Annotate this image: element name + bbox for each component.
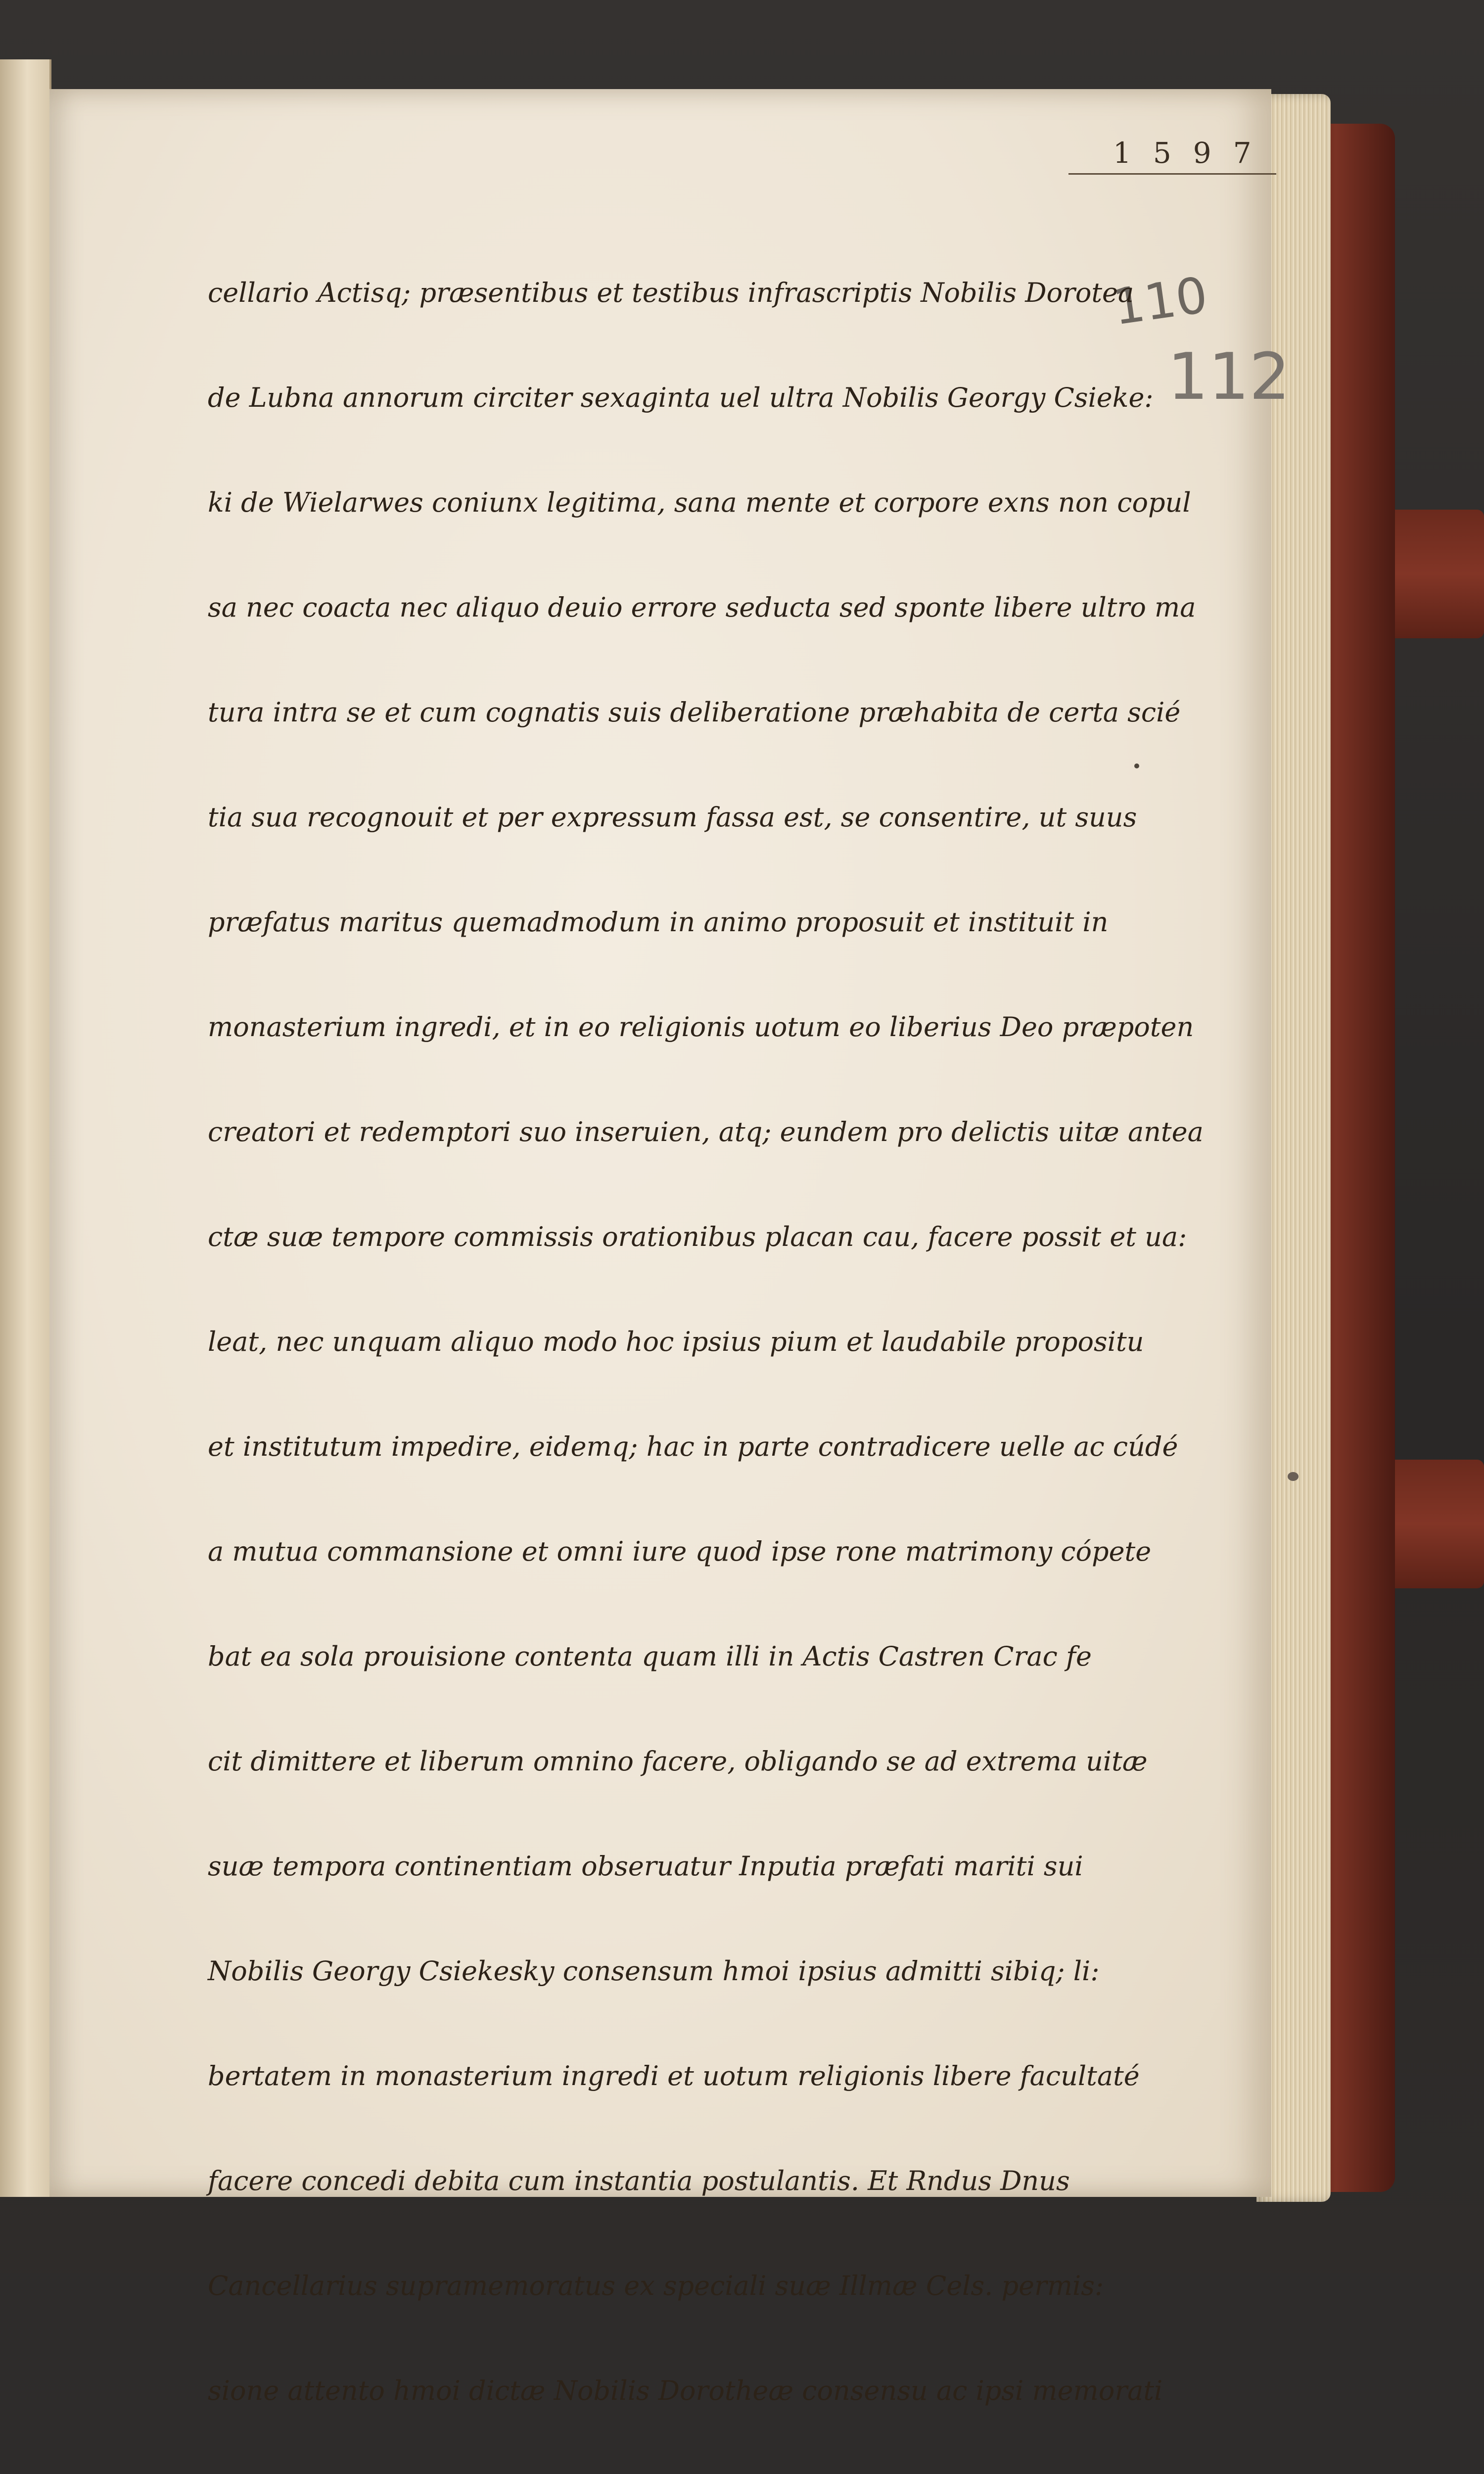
text-line: de Lubna annorum circiter sexaginta uel ultra Nobilis Georgy Csieke: [208, 382, 1154, 413]
text-line: leat, nec unquam aliquo modo hoc ipsius pium et laudabile propositu [208, 1326, 1144, 1357]
text-line: bertatem in monasterium ingredi et uotum religionis libere facultaté [208, 2060, 1140, 2092]
text-line: et institutum impedire, eidemq; hac in parte contradicere uelle ac cúdé [208, 1431, 1178, 1462]
text-line: sione attento hmoi dictæ Nobilis Dorotheæ consensu ac ipsi memorati [208, 2375, 1163, 2406]
left-page-edge [0, 59, 51, 2197]
clasp-strap-lower [1395, 1460, 1484, 1588]
text-line: ctæ suæ tempore commissis orationibus placan cau, facere possit et ua: [208, 1221, 1187, 1252]
text-line: creatori et redemptori suo inseruien, atq; eundem pro delictis uitæ antea [208, 1116, 1204, 1147]
text-line: suæ tempora continentiam obseruatur Inputia præfati mariti sui [208, 1851, 1083, 1882]
pencil-folio-new: 112 [1167, 339, 1291, 414]
text-line: bat ea sola prouisione contenta quam illi in Actis Castren Crac fe [208, 1641, 1092, 1672]
text-line: a mutua commansione et omni iure quod ipse rone matrimony cópete [208, 1536, 1152, 1567]
text-line: præfatus maritus quemadmodum in animo proposuit et instituit in [208, 906, 1109, 938]
text-line: cit dimittere et liberum omnino facere, obligando se ad extrema uitæ [208, 1746, 1148, 1777]
manuscript-page [49, 89, 1291, 2406]
text-line: ki de Wielarwes coniunx legitima, sana mente et corpore exns non copul [208, 487, 1191, 518]
text-line: Nobilis Georgy Csiekesky consensum hmoi ipsius admitti sibiq; li: [208, 1955, 1100, 1987]
folio-number: 1597 [1113, 136, 1273, 170]
text-line: Cancellarius supramemoratus ex speciali suæ Illmæ Cels. permis: [208, 2270, 1104, 2301]
folio-underline [1068, 173, 1276, 175]
text-line: cellario Actisq; præsentibus et testibus infrascriptis Nobilis Dorotea [208, 277, 1134, 308]
ink-speck [1134, 763, 1139, 768]
text-line: sa nec coacta nec aliquo deuio errore seducta sed sponte libere ultro ma [208, 592, 1196, 623]
text-line: tura intra se et cum cognatis suis deliberatione præhabita de certa scié [208, 697, 1181, 728]
ink-blot [1288, 1472, 1298, 1481]
text-line: facere concedi debita cum instantia postulantis. Et Rndus Dnus [208, 2165, 1070, 2196]
text-line: tia sua recognouit et per expressum fassa est, se consentire, ut suus [208, 802, 1137, 833]
clasp-strap-upper [1395, 510, 1484, 638]
pencil-folio-old: 110 [1109, 266, 1211, 336]
text-line: monasterium ingredi, et in eo religionis uotum eo liberius Deo præpoten [208, 1011, 1194, 1043]
